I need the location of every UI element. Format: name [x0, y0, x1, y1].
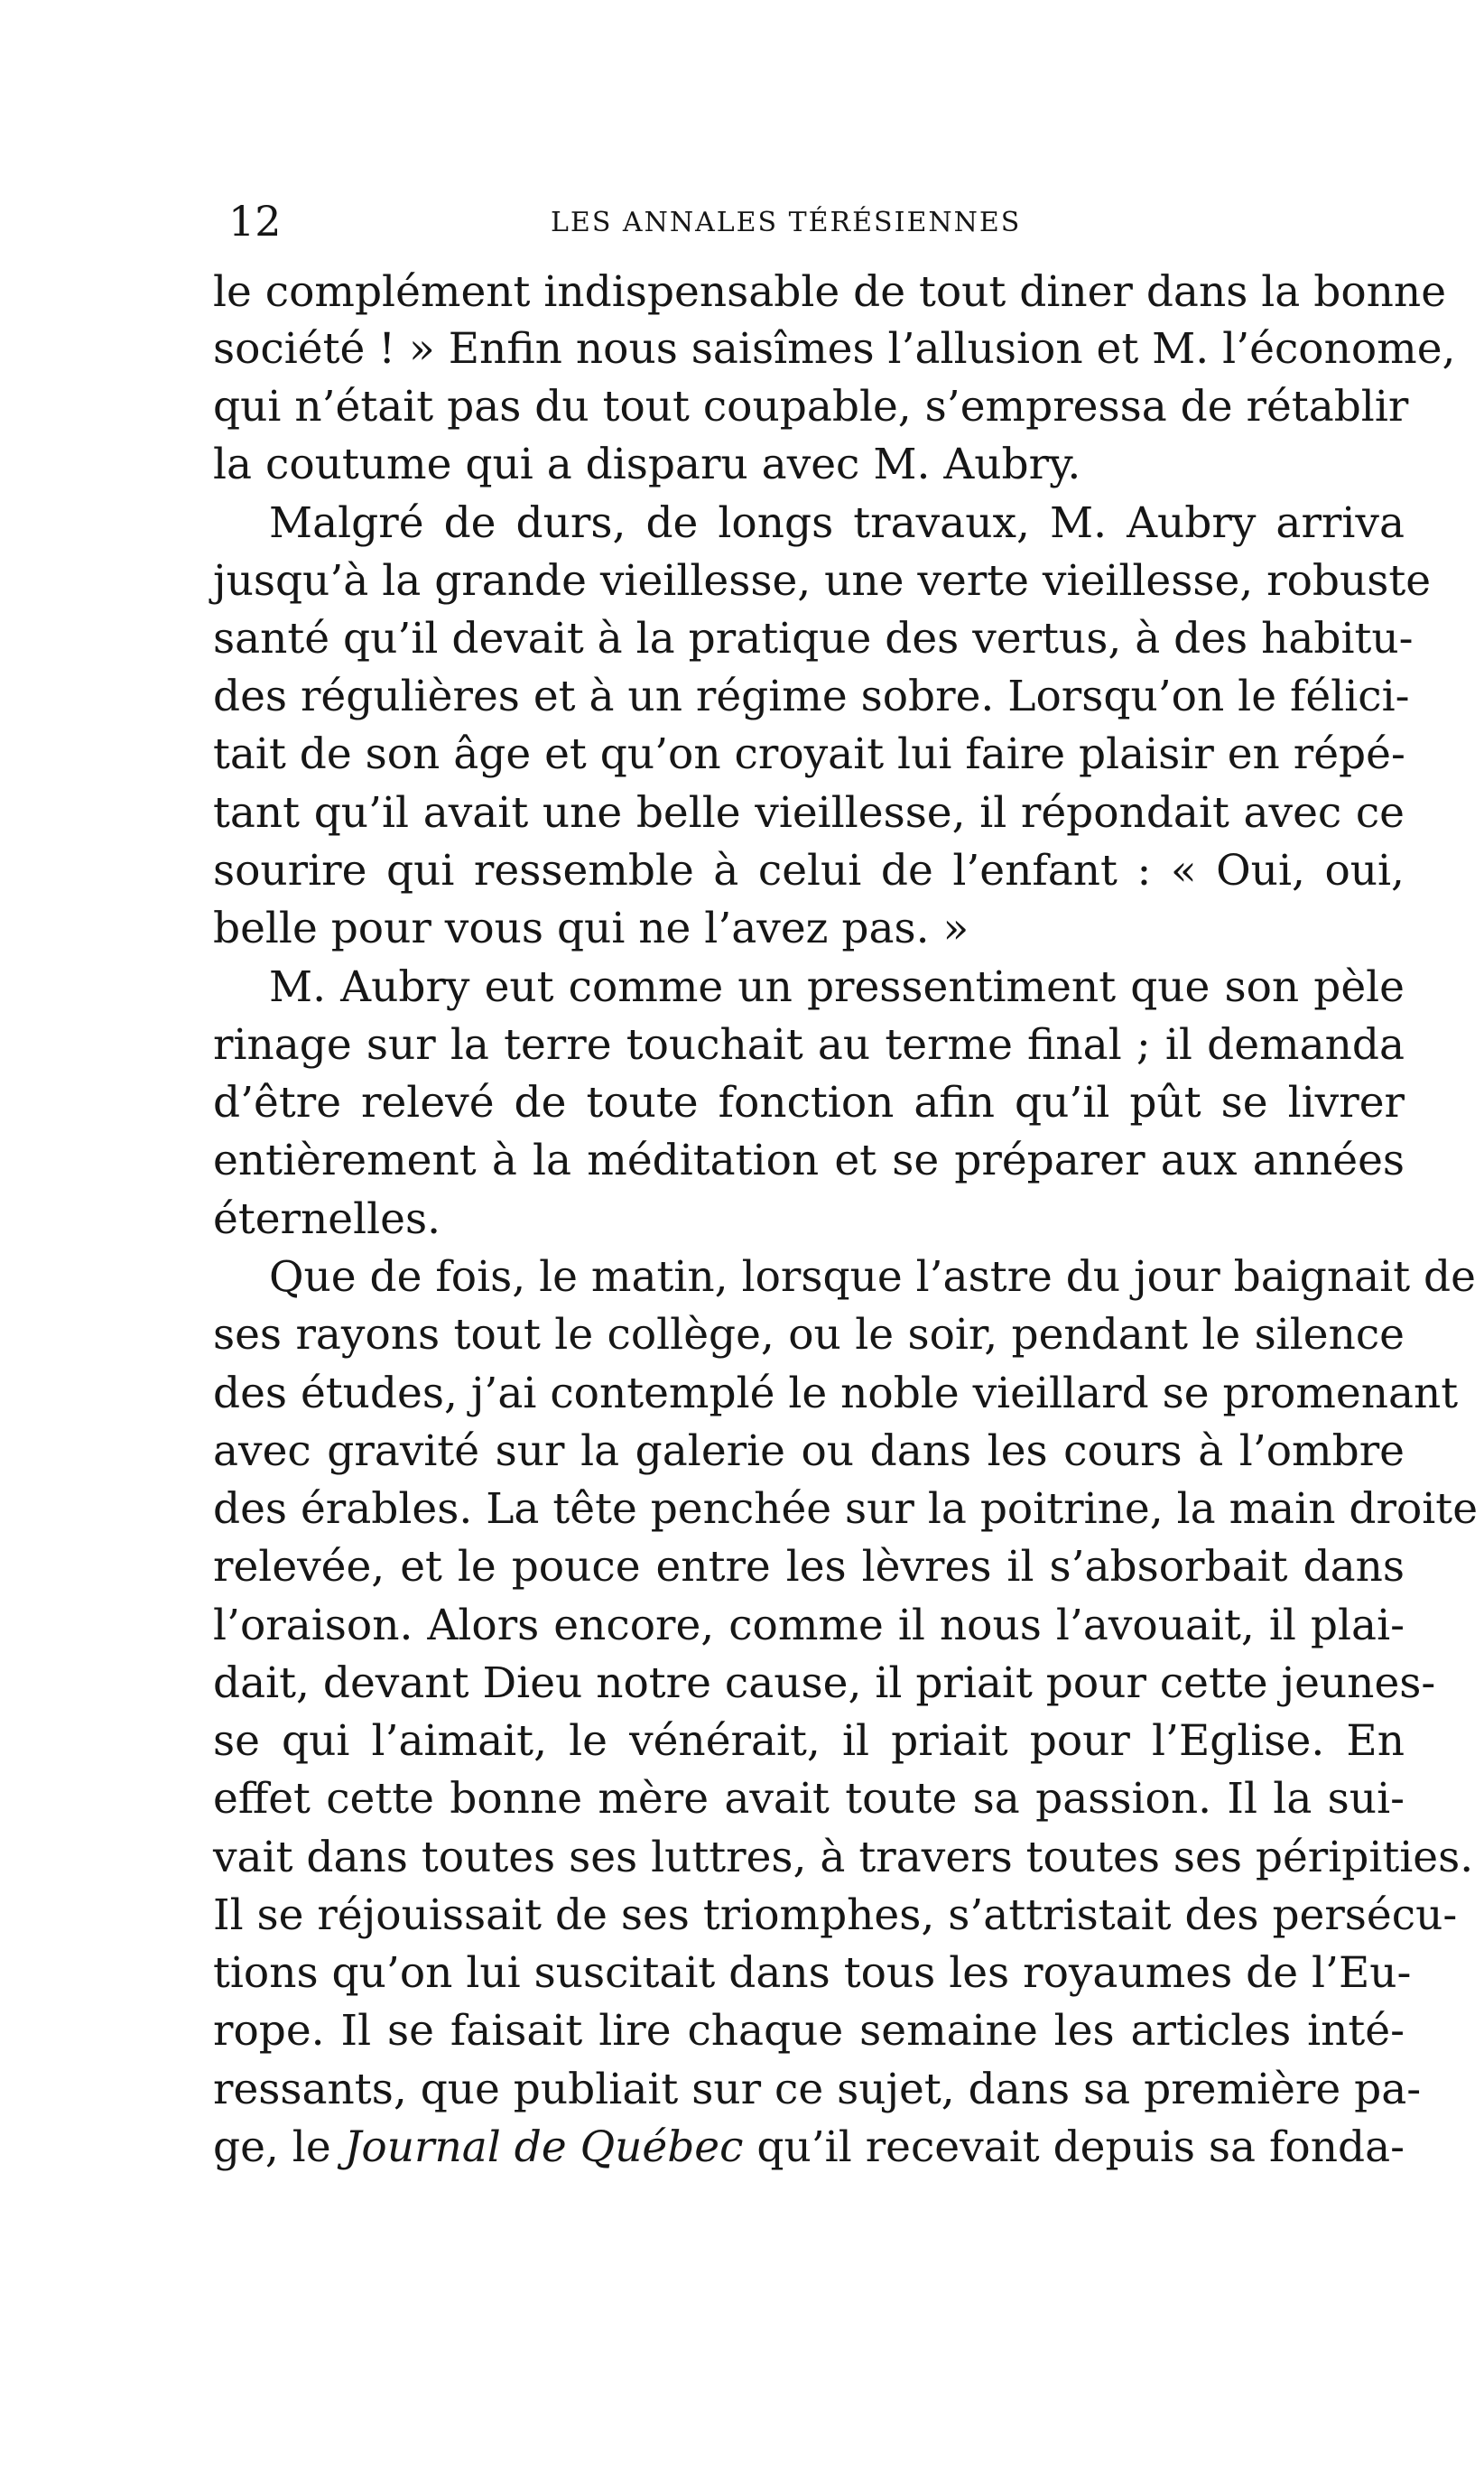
text-line: qui n’était pas du tout coupable, s’empressa de rétablir: [213, 382, 1409, 432]
text-line: M. Aubry eut comme un pressentiment que son pèle: [269, 962, 1405, 1012]
text-line: la coutume qui a disparu avec M. Aubry.: [213, 440, 1081, 489]
text-line: santé qu’il devait à la pratique des vertus, à des habitu-: [213, 614, 1414, 664]
text-line: jusqu’à la grande vieillesse, une verte vieillesse, robuste: [213, 556, 1432, 606]
text-line: ressants, que publiait sur ce sujet, dans sa première pa-: [213, 2065, 1422, 2114]
text-line: rinage sur la terre touchait au terme final ; il demanda: [213, 1020, 1405, 1070]
text-line: ses rayons tout le collège, ou le soir, pendant le silence: [213, 1310, 1405, 1360]
text-line: rope. Il se faisait lire chaque semaine les articles inté-: [213, 2006, 1405, 2056]
text-line: des régulières et à un régime sobre. Lorsqu’on le félici-: [213, 672, 1410, 721]
text-line: Malgré de durs, de longs travaux, M. Aubry arriva: [269, 498, 1405, 548]
text-line: sourire qui ressemble à celui de l’enfant : « Oui, oui,: [213, 846, 1405, 896]
text-line: société ! » Enfin nous saisîmes l’allusion et M. l’économe,: [213, 324, 1456, 374]
text-line: effet cette bonne mère avait toute sa passion. Il la sui-: [213, 1774, 1405, 1824]
text-line: le complément indispensable de tout diner dans la bonne: [213, 267, 1447, 317]
text-line: entièrement à la méditation et se préparer aux années: [213, 1136, 1405, 1185]
running-head: LES ANNALES TÉRÉSIENNES: [551, 207, 1022, 238]
journal-title: Journal de Québec: [344, 2122, 744, 2172]
text-segment: ge, le: [213, 2122, 345, 2172]
text-line: se qui l’aimait, le vénérait, il priait pour l’Eglise. En: [213, 1716, 1405, 1766]
page-number: 12: [228, 197, 282, 246]
text-line: d’être relevé de toute fonction afin qu’il pût se livrer: [213, 1078, 1405, 1128]
text-line: tant qu’il avait une belle vieillesse, il répondait avec ce: [213, 788, 1405, 838]
text-line: Il se réjouissait de ses triomphes, s’attristait des persécu-: [213, 1890, 1458, 1940]
text-line-last: [213, 2122, 1405, 2172]
text-line: des études, j’ai contemplé le noble vieillard se promenant: [213, 1369, 1459, 1418]
text-line: Que de fois, le matin, lorsque l’astre du jour baignait de: [269, 1252, 1476, 1302]
text-segment: qu’il recevait depuis sa fonda-: [743, 2122, 1405, 2172]
text-line: tait de son âge et qu’on croyait lui faire plaisir en répé-: [213, 729, 1405, 779]
text-line: des érables. La tête penchée sur la poitrine, la main droite: [213, 1484, 1479, 1534]
text-line: tions qu’on lui suscitait dans tous les royaumes de l’Eu-: [213, 1948, 1412, 1998]
text-line: vait dans toutes ses luttres, à travers toutes ses péripities.: [213, 1833, 1474, 1882]
text-line: éternelles.: [213, 1194, 441, 1244]
text-line: relevée, et le pouce entre les lèvres il s’absorbait dans: [213, 1542, 1405, 1592]
text-line: l’oraison. Alors encore, comme il nous l’avouait, il plai-: [213, 1601, 1405, 1650]
text-line: dait, devant Dieu notre cause, il priait pour cette jeunes-: [213, 1658, 1436, 1708]
text-line: belle pour vous qui ne l’avez pas. »: [213, 904, 969, 953]
text-line: avec gravité sur la galerie ou dans les cours à l’ombre: [213, 1426, 1405, 1476]
